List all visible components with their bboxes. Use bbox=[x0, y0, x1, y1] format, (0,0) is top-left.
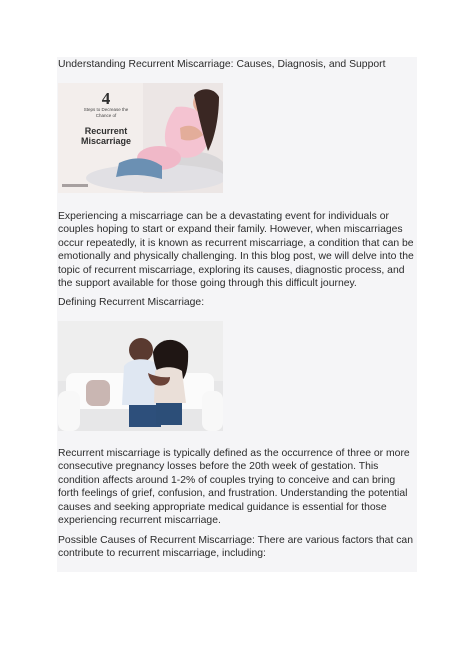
image-subtitle-line1: Steps to Decrease the bbox=[83, 107, 129, 112]
document-title: Understanding Recurrent Miscarriage: Causes, Diagnosis, and Support bbox=[58, 59, 386, 70]
image-number: 4 bbox=[101, 89, 111, 108]
image-headline: Recurrent Miscarriage bbox=[80, 126, 132, 146]
causes-paragraph: Possible Causes of Recurrent Miscarriage: There are various factors that can contribute to recurrent miscarriage, including: bbox=[58, 535, 413, 560]
intro-paragraph: Experiencing a miscarriage can be a devastating event for individuals or couples hoping to start or expand their family. However, when miscarriages occur repeatedly, it is known as recurrent miscarriage, a condition that can be emotionally and physically challenging. In this blog post, we will delve into the topic of recurrent miscarriage, exploring its causes, diagnostic process, and the support available for those going through this difficult journey. bbox=[58, 211, 414, 290]
couple-image bbox=[58, 321, 223, 431]
defining-heading: Defining Recurrent Miscarriage: bbox=[58, 297, 205, 308]
pregnancy-image bbox=[58, 83, 223, 193]
definition-paragraph: Recurrent miscarriage is typically defined as the occurrence of three or more consecutive pregnancy losses before the 20th week of gestation. This condition affects around 1-2% of couples trying to conceive and can bring forth feelings of grief, confusion, and frustration. Understanding the potential causes and seeking appropriate medical guidance is essential for those experiencing recurrent miscarriage. bbox=[58, 448, 410, 527]
image-subtitle-line2: Chance of bbox=[95, 112, 117, 118]
